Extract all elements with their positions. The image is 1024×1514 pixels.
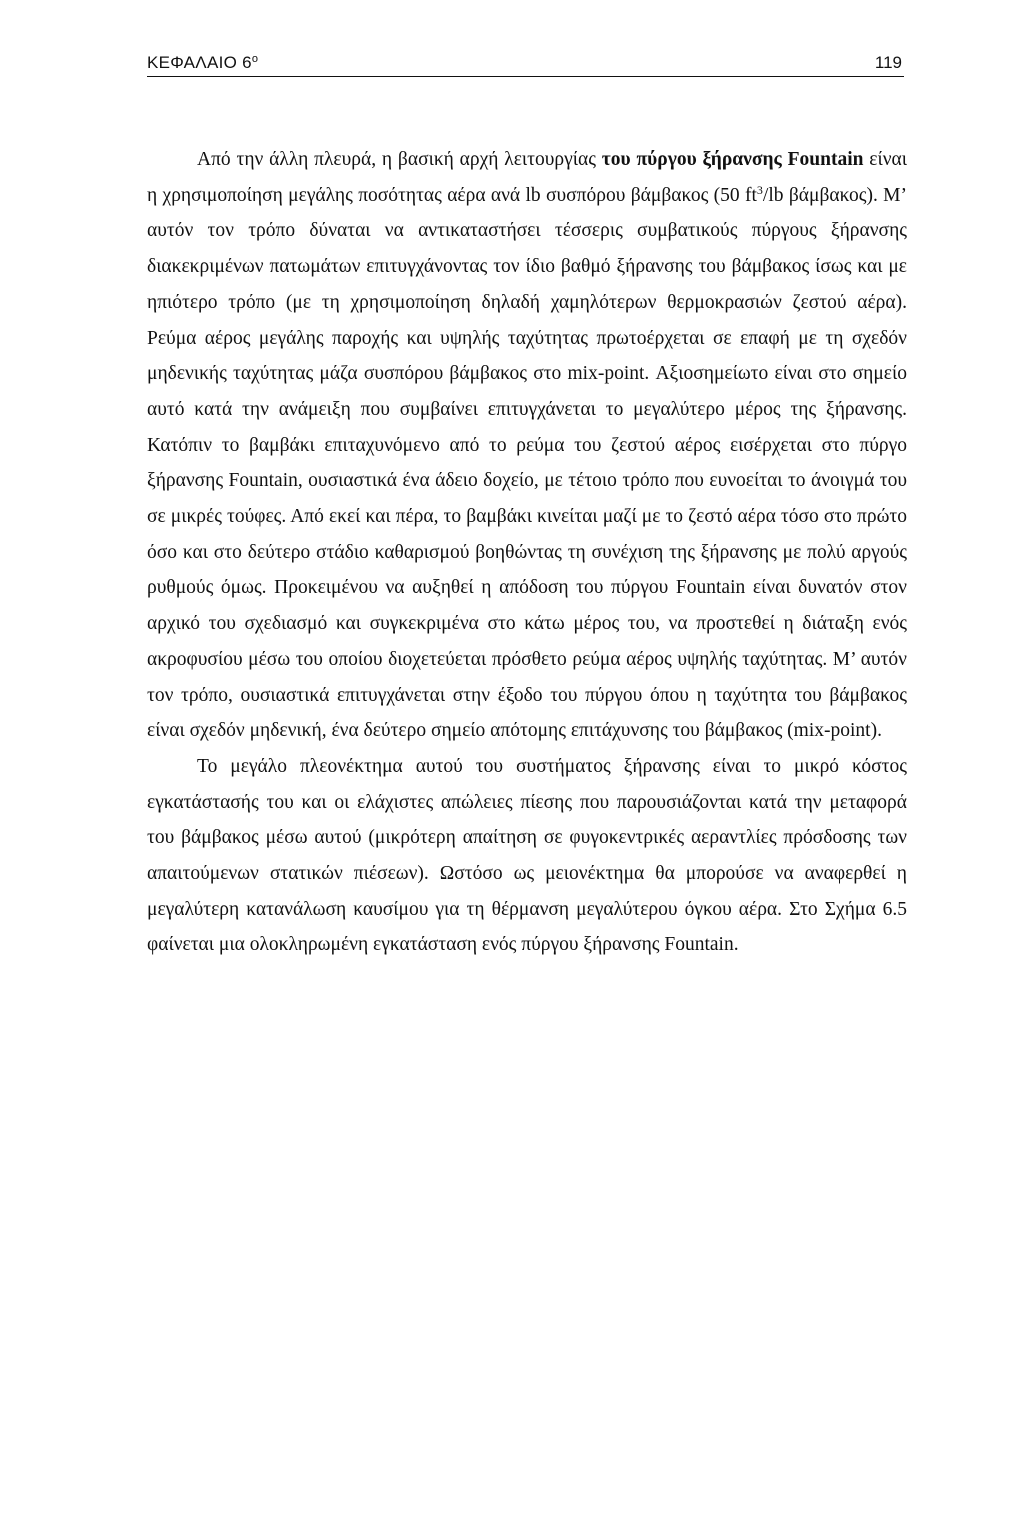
paragraph-1	[147, 142, 907, 749]
page-number: 119	[874, 53, 902, 72]
bold-term: του πύργου ξήρανσης Fountain	[601, 149, 864, 170]
text-segment: Από την άλλη πλευρά, η βασική αρχή λειτουργίας	[197, 149, 602, 170]
superscript: 3	[756, 182, 763, 197]
text-segment: είναι η χρησιμοποίηση μεγάλης ποσότητας αέρα ανά lb συσπόρου βάμβακος (50 ft	[147, 149, 908, 206]
text-segment: /lb βάμβακος). Μ’ αυτόν τον τρόπο δύναται να αντικαταστήσει τέσσερις συμβατικούς πύργους ξήρανσης διακεκριμένων πατωμάτων επιτυγχάνοντας τον ίδιο βαθμό ξήρανσης του βάμβακος ίσως και με ηπιότερο τρόπο (με τη χρησιμοποίηση δηλαδή χαμηλότερων θερμοκρασιών ζεστού αέρα). Ρεύμα αέρος μεγάλης παροχής και υψηλής ταχύτητας πρωτοέρχεται σε επαφή με τη σχεδόν μηδενικής ταχύτητας μάζα συσπόρου βάμβακος στο mix-point. Αξιοσημείωτο είναι στο σημείο αυτό κατά την ανάμειξη που συμβαίνει επιτυγχάνεται το μεγαλύτερο μέρος της ξήρανσης. Κατόπιν το βαμβάκι επιταχυνόμενο από το ρεύμα του ζεστού αέρος εισέρχεται στο πύργο ξήρανσης Fountain, ουσιαστικά ένα άδειο δοχείο, με τέτοιο τρόπο που ευνοείται το άνοιγμά του σε μικρές τούφες. Από εκεί και πέρα, το βαμβάκι κινείται μαζί με το ζεστό αέρα τόσο στο πρώτο όσο και στο δεύτερο στάδιο καθαρισμού βοηθώντας τη συνέχιση της ξήρανσης με πολύ αργούς ρυθμούς όμως. Προκειμένου να αυξηθεί η απόδοση του πύργου Fountain είναι δυνατόν στον αρχικό του σχεδιασμό και συγκεκριμένα στο κάτω μέρος του, να προστεθεί η διάταξη ενός ακροφυσίου μέσω του οποίου διοχετεύεται πρόσθετο ρεύμα αέρος υψηλής ταχύτητας. Μ’ αυτόν τον τρόπο, ουσιαστικά επιτυγχάνεται στην έξοδο του πύργου όπου η ταχύτητα του βάμβακος είναι σχεδόν μηδενική, ένα δεύτερο σημείο απότομης επιτάχυνσης του βάμβακος (mix-point).	[147, 184, 907, 742]
chapter-label: ΚΕΦΑΛΑΙΟ $6^o$	[147, 53, 259, 72]
body-text	[147, 142, 907, 963]
running-header	[147, 52, 904, 77]
chapter-superscript: ο	[251, 53, 259, 65]
text-segment: Το μεγάλο πλεονέκτημα αυτού του συστήματος ξήρανσης είναι το μικρό κόστος εγκατάστασής του και οι ελάχιστες απώλειες πίεσης που παρουσιάζονται κατά την μεταφορά του βάμβακος μέσω αυτού (μικρότερη απαίτηση σε φυγοκεντρικές αεραντλίες πρόσδοσης των απαιτούμενων στατικών πιέσεων). Ωστόσο ως μειονέκτημα θα μπορούσε να αναφερθεί η μεγαλύτερη κατανάλωση καυσίμου για τη θέρμανση μεγαλύτερου όγκου αέρα. Στο Σχήμα 6.5 φαίνεται μια ολοκληρωμένη εγκατάσταση ενός πύργου ξήρανσης Fountain.	[147, 755, 907, 956]
paragraph-2	[147, 749, 907, 963]
